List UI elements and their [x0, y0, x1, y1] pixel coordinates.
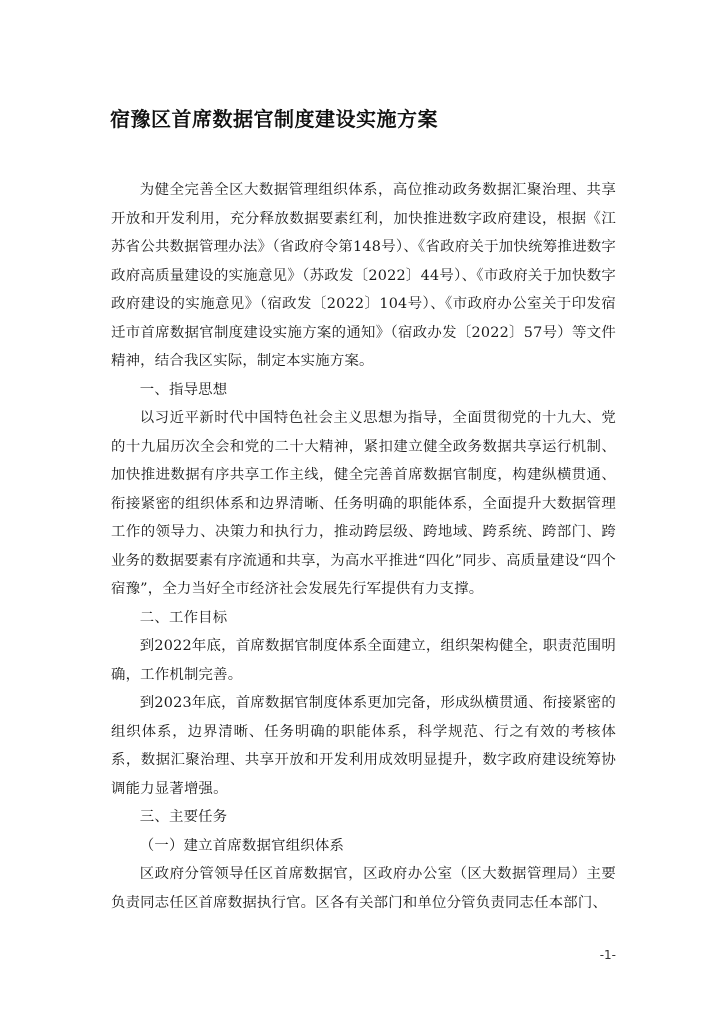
page-number: -1- — [599, 948, 616, 962]
goal-2023-paragraph: 到2023年底，首席数据官制度体系更加完备，形成纵横贯通、衔接紧密的组织体系，边界清晰、任务明确的职能体系，科学规范、行之有效的考核体系，数据汇聚治理、共享开放和开发利用成效明显提升，数字政府建设统筹协调能力显著增强。 — [111, 695, 616, 797]
section-heading-work-goals: 二、工作目标 — [139, 609, 228, 626]
document-body — [111, 176, 616, 917]
goal-2022-paragraph: 到2022年底，首席数据官制度体系全面建立，组织架构健全，职责范围明确，工作机制完善。 — [111, 638, 616, 683]
intro-paragraph: 为健全完善全区大数据管理组织体系，高位推动政务数据汇聚治理、共享开放和开发利用，充分释放数据要素红利，加快推进数字政府建设，根据《江苏省公共数据管理办法》（省政府令第148号）、《省政府关于加快统筹推进数字政府高质量建设的实施意见》（苏政发〔2022〕44号）、《市政府关于加快数字政府建设的实施意见》（宿政发〔2022〕104号）、《市政府办公室关于印发宿迁市首席数据官制度建设实施方案的通知》（宿政办发〔2022〕57号）等文件精神，结合我区实际，制定本实施方案。 — [111, 182, 616, 369]
guiding-thought-paragraph: 以习近平新时代中国特色社会主义思想为指导，全面贯彻党的十九大、党的十九届历次全会和党的二十大精神，紧扣建立健全政务数据共享运行机制、加快推进数据有序共享工作主线，健全完善首席数据官制度，构建纵横贯通、衔接紧密的组织体系和边界清晰、任务明确的职能体系，全面提升大数据管理工作的领导力、决策力和执行力，推动跨层级、跨地域、跨系统、跨部门、跨业务的数据要素有序流通和共享，为高水平推进“四化”同步、高质量建设“四个宿豫”，全力当好全市经济社会发展先行军提供有力支撑。 — [111, 410, 616, 597]
organization-paragraph: 区政府分管领导任区首席数据官，区政府办公室（区大数据管理局）主要负责同志任区首席数据执行官。区各有关部门和单位分管负责同志任本部门、 — [111, 866, 616, 911]
section-heading-main-tasks: 三、主要任务 — [139, 809, 228, 825]
page-title: 宿豫区首席数据官制度建设实施方案 — [110, 107, 438, 131]
subsection-heading-organization: （一）建立首席数据官组织体系 — [139, 837, 345, 854]
section-heading-guiding-thought: 一、指导思想 — [139, 381, 228, 398]
